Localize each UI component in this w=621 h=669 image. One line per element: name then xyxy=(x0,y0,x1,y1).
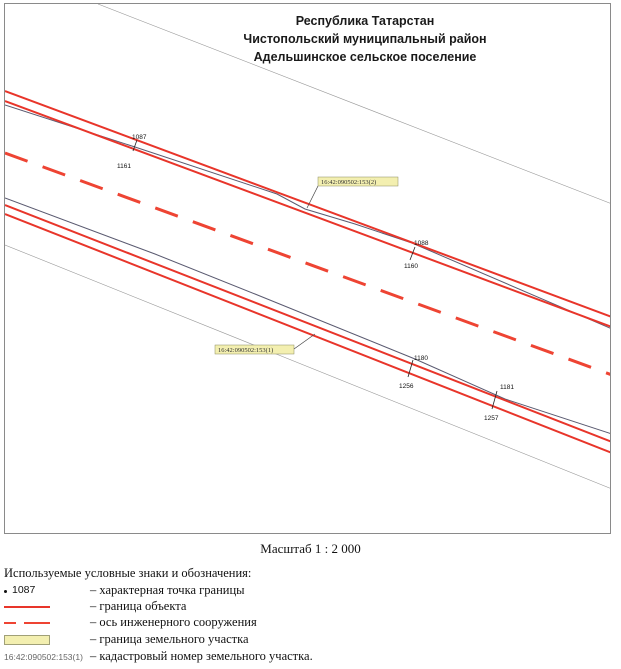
point-label: 1161 xyxy=(117,163,131,170)
parcel-boundary-upper xyxy=(5,105,611,329)
object-boundary-line xyxy=(5,214,611,453)
object-boundary-line xyxy=(5,91,611,317)
parcel-boundary-symbol-icon xyxy=(4,632,84,648)
point-label: 1257 xyxy=(484,415,499,422)
map-frame xyxy=(4,3,611,534)
legend-text: – граница объекта xyxy=(90,599,187,613)
legend-cadastral-label: 16:42:090502:153(1) xyxy=(4,652,83,662)
legend-symbol-cadastral xyxy=(4,649,84,665)
legend-symbol-point xyxy=(4,583,84,599)
parcel-boundary-lower xyxy=(5,198,611,434)
map-scale: Масштаб 1 : 2 000 xyxy=(260,541,361,556)
point-label: 1088 xyxy=(414,240,429,247)
point-label: 1181 xyxy=(500,384,514,391)
legend-text: – граница земельного участка xyxy=(90,632,249,646)
cadastral-label: 16:42:090502:153(1) xyxy=(218,347,274,354)
legend-item-parcel-boundary xyxy=(4,632,524,648)
legend-text: – характерная точка границы xyxy=(90,583,245,597)
axis-symbol-icon xyxy=(4,615,84,631)
point-label: 1087 xyxy=(132,134,147,141)
legend-item-cadastral xyxy=(4,649,524,665)
point-label: 1160 xyxy=(404,263,418,270)
legend-item-axis xyxy=(4,615,524,631)
title-region: Республика Татарстан xyxy=(295,14,435,28)
engineering-axis xyxy=(5,153,611,375)
point-label: 1256 xyxy=(399,383,414,390)
title-district: Чистопольский муниципальный район xyxy=(243,32,487,46)
legend-text: – кадастровый номер земельного участка. xyxy=(90,649,313,663)
cadastral-leader xyxy=(294,334,315,349)
legend-point-label: 1087 xyxy=(12,584,36,596)
title-settlement: Адельшинское сельское поселение xyxy=(253,50,477,64)
legend-item-object-boundary xyxy=(4,599,524,615)
object-boundary-line xyxy=(5,205,611,442)
cadastral-label: 16:42:090502:153(2) xyxy=(321,179,377,186)
legend-text: – ось инженерного сооружения xyxy=(90,615,257,629)
background-line xyxy=(5,245,611,489)
object-boundary-line xyxy=(5,101,611,327)
point-label: 1180 xyxy=(414,355,428,362)
object-boundary-symbol-icon xyxy=(4,599,84,615)
legend-item-point xyxy=(4,583,524,599)
legend-title: Используемые условные знаки и обозначения: xyxy=(4,566,252,580)
point-dot-icon xyxy=(4,590,7,593)
map-canvas xyxy=(5,4,611,534)
